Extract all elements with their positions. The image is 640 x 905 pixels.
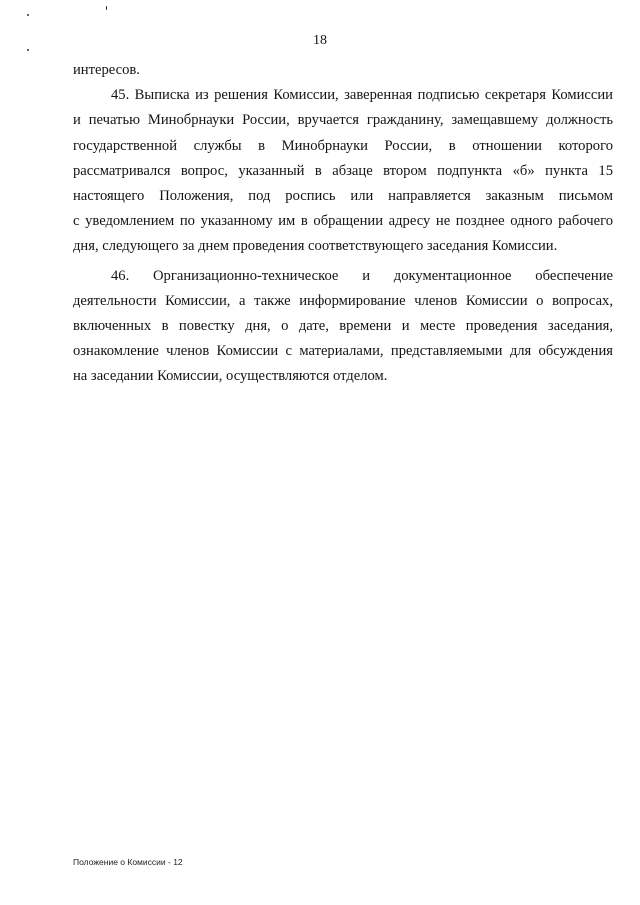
text-line: государственной службы в Минобрнауки России, в отношении которого <box>73 137 613 154</box>
text-line: рассматривался вопрос, указанный в абзаце втором подпункта «б» пункта 15 <box>73 162 613 179</box>
paragraph-46 <box>73 264 613 390</box>
document-body <box>73 58 613 389</box>
text-line: и печатью Минобрнауки России, вручается гражданину, замещавшему должность <box>73 112 613 129</box>
text-line: включенных в повестку дня, о дате, времени и месте проведения заседания, <box>73 317 613 334</box>
paragraph-continuation <box>73 58 613 83</box>
text-line: дня, следующего за днем проведения соответствующего заседания Комиссии. <box>73 238 558 255</box>
page-footer: Положение о Комиссии - 12 <box>73 857 183 867</box>
text-line: 45. Выписка из решения Комиссии, заверенная подписью секретаря Комиссии <box>111 87 613 104</box>
scan-speck <box>27 14 29 16</box>
text-line: 46. Организационно-техническое и документационное обеспечение <box>111 267 613 284</box>
scan-speck <box>106 6 107 10</box>
text-line: на заседании Комиссии, осуществляются отделом. <box>73 368 388 385</box>
text-line: деятельности Комиссии, а также информирование членов Комиссии о вопросах, <box>73 292 613 309</box>
text-line: ознакомление членов Комиссии с материалами, представляемыми для обсуждения <box>73 343 613 360</box>
text-line: интересов. <box>73 62 140 78</box>
text-line: настоящего Положения, под роспись или направляется заказным письмом <box>73 187 613 204</box>
page-number: 18 <box>313 33 327 48</box>
scan-speck <box>27 49 29 51</box>
text-line: с уведомлением по указанному им в обращении адресу не позднее одного рабочего <box>73 213 613 230</box>
paragraph-45 <box>73 83 613 259</box>
